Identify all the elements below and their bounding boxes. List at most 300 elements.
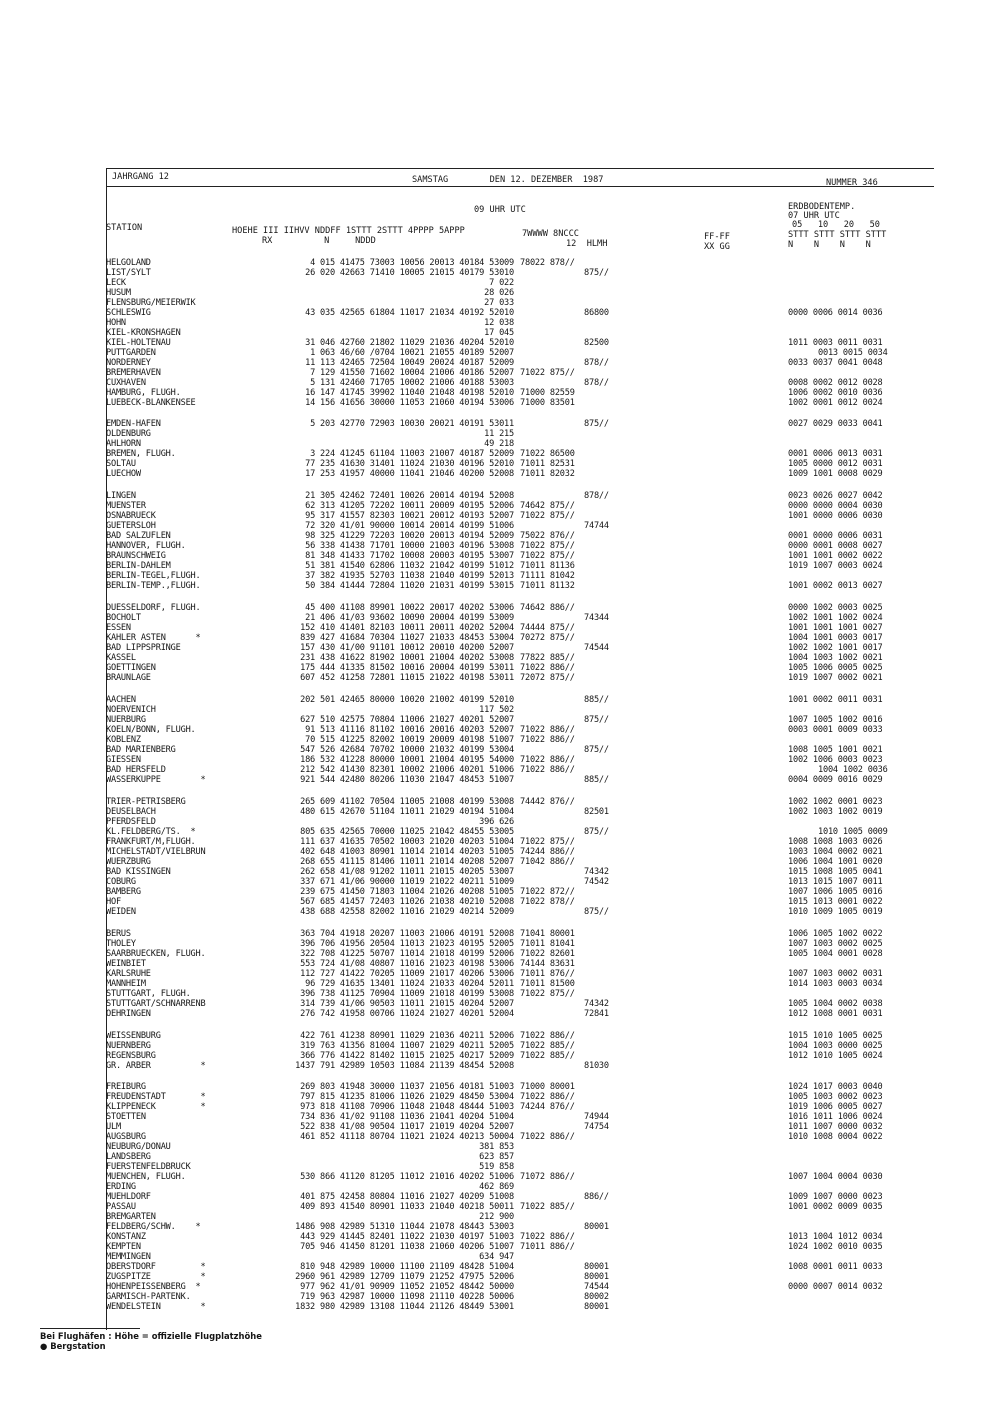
row-syn: 875// [584, 715, 609, 725]
row-syn: 74754 [584, 1122, 609, 1132]
row-station: FREUDENSTADT * [106, 1092, 206, 1102]
row-erd: 1010 1005 0009 [818, 827, 888, 837]
ffff-header-2: XX GG [704, 242, 730, 252]
row-station: AHLHORN [106, 439, 141, 449]
erd-header-1: ERDBODENTEMP. [788, 202, 856, 212]
row-main: 443 929 41445 82401 11022 21030 40197 51003 [300, 1232, 514, 1242]
row-main: 322 708 41225 50707 11014 21018 40199 52006 [300, 949, 514, 959]
row-syn: 80001 [584, 1272, 609, 1282]
row-syn: 74442 876// [520, 797, 575, 807]
row-erd: 1003 1004 0002 0021 [788, 847, 883, 857]
row-erd: 1004 1003 1002 0021 [788, 653, 883, 663]
row-erd: 1007 1003 0002 0031 [788, 969, 883, 979]
row-main: 70 515 41225 82002 10019 20009 40198 51007 [305, 735, 514, 745]
row-syn: 82500 [584, 338, 609, 348]
row-main: 2960 961 42989 12709 11079 21252 47975 52006 [295, 1272, 514, 1282]
row-main: 28 026 [484, 288, 514, 298]
row-station: MANNHEIM [106, 979, 146, 989]
row-syn: 74144 83631 [520, 959, 575, 969]
row-erd: 1005 1006 0005 0025 [788, 663, 883, 673]
row-erd: 1004 1002 0036 [818, 765, 888, 775]
row-main: 567 685 41457 72403 11026 21038 40210 52008 [300, 897, 514, 907]
row-main: 7 022 [489, 278, 514, 288]
row-erd: 1001 0000 0006 0030 [788, 511, 883, 521]
columns2-header-2: 12 HLMH [566, 239, 608, 249]
row-main: 7 129 41550 71602 10004 21006 40186 52007 [310, 368, 514, 378]
header-rule [106, 186, 934, 187]
row-station: ZUGSPITZE * [106, 1272, 206, 1282]
row-main: 5 203 42770 72903 10030 20021 40191 53011 [310, 419, 514, 429]
row-station: FLENSBURG/MEIERWIK [106, 298, 196, 308]
row-syn: 71022 886// [520, 735, 575, 745]
row-main: 262 658 41/08 91202 11011 21015 40205 53007 [300, 867, 514, 877]
erd-header-4: STTT STTT STTT STTT [788, 230, 887, 240]
row-erd: 1005 1003 0002 0023 [788, 1092, 883, 1102]
row-erd: 1001 0002 0013 0027 [788, 581, 883, 591]
row-station: BAD LIPPSPRINGE [106, 643, 181, 653]
row-main: 314 739 41/06 90503 11011 21015 40204 52007 [300, 999, 514, 1009]
row-main: 5 131 42460 71705 10002 21006 40188 53003 [310, 378, 514, 388]
row-main: 522 838 41/08 90504 11017 21019 40204 52007 [300, 1122, 514, 1132]
row-station: KARLSRUHE [106, 969, 151, 979]
row-main: 265 609 41102 70504 11005 21008 40199 53008 [300, 797, 514, 807]
row-syn: 80001 [584, 1302, 609, 1312]
row-main: 72 320 41/01 90000 10014 20014 40199 51006 [305, 521, 514, 531]
row-station: WEIDEN [106, 907, 136, 917]
row-main: 12 038 [484, 318, 514, 328]
row-main: 409 893 41540 80901 11033 21040 40218 50011 [300, 1202, 514, 1212]
row-erd: 1007 1003 0002 0025 [788, 939, 883, 949]
row-main: 973 818 41108 70906 11048 21048 48444 51003 [300, 1102, 514, 1112]
row-erd: 1004 1003 0000 0025 [788, 1041, 883, 1051]
row-erd: 1015 1013 0001 0022 [788, 897, 883, 907]
row-station: BAD HERSFELD [106, 765, 166, 775]
row-syn: 71000 82559 [520, 388, 575, 398]
uhr-utc: 09 UHR UTC [474, 205, 526, 215]
row-station: PFERDSFELD [106, 817, 156, 827]
row-main: 17 253 41957 40000 11041 21046 40200 52008 [305, 469, 514, 479]
row-main: 152 410 41401 82103 10011 20011 40202 52004 [300, 623, 514, 633]
row-syn: 78022 878// [520, 258, 575, 268]
row-main: 402 648 41003 80901 11014 21014 40203 51005 [300, 847, 514, 857]
row-main: 62 313 41205 72202 10011 20009 40195 52006 [305, 501, 514, 511]
row-main: 157 430 41/00 91101 10012 20010 40200 52007 [300, 643, 514, 653]
row-syn: 71011 886// [520, 1242, 575, 1252]
row-main: 921 544 42480 80206 11030 21047 48453 51007 [300, 775, 514, 785]
row-station: ESSEN [106, 623, 131, 633]
row-syn: 71022 878// [520, 897, 575, 907]
row-main: 45 400 41108 89901 10022 20017 40202 53006 [305, 603, 514, 613]
row-main: 239 675 41450 71803 11004 21026 40208 51005 [300, 887, 514, 897]
row-main: 27 033 [484, 298, 514, 308]
erd-header-2: 07 UHR UTC [788, 211, 840, 221]
row-station: NORDERNEY [106, 358, 151, 368]
row-main: 56 338 41438 71701 10000 21003 40196 53008 [305, 541, 514, 551]
row-main: 734 836 41/02 91108 11036 21041 40204 51004 [300, 1112, 514, 1122]
row-erd: 1006 1004 1001 0020 [788, 857, 883, 867]
row-syn: 71011 82032 [520, 469, 575, 479]
row-erd: 1009 1007 0000 0023 [788, 1192, 883, 1202]
row-main: 21 305 42462 72401 10026 20014 40194 52008 [305, 491, 514, 501]
row-erd: 1007 1005 1002 0016 [788, 715, 883, 725]
row-station: PASSAU [106, 1202, 136, 1212]
row-erd: 1010 1009 1005 0019 [788, 907, 883, 917]
row-station: BRAUNSCHWEIG [106, 551, 166, 561]
row-main: 530 866 41120 81205 11012 21016 40202 51006 [300, 1172, 514, 1182]
row-station: MICHELSTADT/VIELBRUN [106, 847, 206, 857]
row-station: EMDEN-HAFEN [106, 419, 161, 429]
row-main: 276 742 41958 00706 11024 21027 40201 52004 [300, 1009, 514, 1019]
row-station: SOLTAU [106, 459, 136, 469]
row-syn: 74342 [584, 867, 609, 877]
row-main: 11 113 42465 72504 10049 20024 40187 52009 [305, 358, 514, 368]
row-erd: 1014 1003 0003 0034 [788, 979, 883, 989]
row-erd: 0000 0006 0014 0036 [788, 308, 883, 318]
row-syn: 74744 [584, 521, 609, 531]
row-station: KASSEL [106, 653, 136, 663]
row-station: NUERBURG [106, 715, 146, 725]
row-station: BERLIN-TEGEL,FLUGH. [106, 571, 201, 581]
row-main: 839 427 41684 70304 11027 21033 48453 53004 [300, 633, 514, 643]
row-main: 547 526 42684 70702 10000 21032 40199 53004 [300, 745, 514, 755]
row-station: KIEL-HOLTENAU [106, 338, 171, 348]
row-erd: 0001 0000 0006 0031 [788, 531, 883, 541]
row-syn: 71111 81042 [520, 571, 575, 581]
top-rule [106, 168, 934, 169]
row-syn: 886// [584, 1192, 609, 1202]
row-main: 810 948 42989 10000 11100 21109 48428 51004 [300, 1262, 514, 1272]
columns2-header-1: 7WWWW 8NCCC [522, 229, 579, 239]
erd-header-3: 05 10 20 50 [792, 220, 880, 230]
row-main: 366 776 41422 81402 11015 21025 40217 52009 [300, 1051, 514, 1061]
row-syn: 71022 886// [520, 755, 575, 765]
ffff-header-1: FF-FF [704, 232, 730, 242]
row-station: HOHENPEISSENBERG * [106, 1282, 201, 1292]
row-station: NEUBURG/DONAU [106, 1142, 171, 1152]
row-station: DEUSELBACH [106, 807, 156, 817]
row-syn: 71022 886// [520, 1232, 575, 1242]
columns-header-1: HOEHE III IIHVV NDDFF 1STTT 2STTT 4PPPP 5APPP [232, 226, 465, 236]
row-erd: 1015 1008 1005 0041 [788, 867, 883, 877]
row-main: 396 626 [479, 817, 514, 827]
row-station: HOF [106, 897, 121, 907]
row-syn: 71000 83501 [520, 398, 575, 408]
row-station: LUECHOW [106, 469, 141, 479]
row-station: KOBLENZ [106, 735, 141, 745]
row-main: 96 729 41635 13401 11024 21033 40204 52011 [305, 979, 514, 989]
row-station: KEMPTEN [106, 1242, 141, 1252]
row-syn: 74444 875// [520, 623, 575, 633]
row-syn: 71022 875// [520, 551, 575, 561]
row-station: KONSTANZ [106, 1232, 146, 1242]
row-station: OBERSTDORF * [106, 1262, 206, 1272]
row-erd: 1001 0002 0009 0035 [788, 1202, 883, 1212]
row-main: 112 727 41422 70205 11009 21017 40206 53006 [300, 969, 514, 979]
row-syn: 71000 80001 [520, 1082, 575, 1092]
row-syn: 80002 [584, 1292, 609, 1302]
row-syn: 71022 875// [520, 989, 575, 999]
row-syn: 72072 875// [520, 673, 575, 683]
row-station: TRIER-PETRISBERG [106, 797, 186, 807]
row-station: STUTTGART/SCHNARRENB [106, 999, 206, 1009]
row-main: 175 444 41335 81502 10016 20004 40199 53011 [300, 663, 514, 673]
row-station: HUSUM [106, 288, 131, 298]
row-erd: 0001 0006 0013 0031 [788, 449, 883, 459]
row-syn: 74642 875// [520, 501, 575, 511]
row-station: LINGEN [106, 491, 136, 501]
row-erd: 1001 1001 0002 0022 [788, 551, 883, 561]
row-syn: 72841 [584, 1009, 609, 1019]
row-erd: 1019 1007 0003 0024 [788, 561, 883, 571]
row-syn: 74342 [584, 999, 609, 1009]
row-station: WENDELSTEIN * [106, 1302, 206, 1312]
row-erd: 0023 0026 0027 0042 [788, 491, 883, 501]
row-main: 77 235 41630 31401 11024 21030 40196 52010 [305, 459, 514, 469]
row-station: MUENCHEN, FLUGH. [106, 1172, 186, 1182]
row-station: AUGSBURG [106, 1132, 146, 1142]
row-main: 381 853 [479, 1142, 514, 1152]
row-erd: 1007 1006 1005 0016 [788, 887, 883, 897]
row-station: BAMBERG [106, 887, 141, 897]
row-station: STUTTGART, FLUGH. [106, 989, 191, 999]
row-erd: 1008 1008 1003 0026 [788, 837, 883, 847]
row-main: 231 438 41622 81902 10001 21004 40202 53008 [300, 653, 514, 663]
row-station: KL.FELDBERG/TS. * [106, 827, 196, 837]
row-station: OEHRINGEN [106, 1009, 151, 1019]
row-syn: 71011 81132 [520, 581, 575, 591]
row-station: REGENSBURG [106, 1051, 156, 1061]
erd-header-5: N N N N [788, 240, 871, 250]
row-syn: 74542 [584, 877, 609, 887]
row-main: 14 156 41656 30000 11053 21060 40194 53006 [305, 398, 514, 408]
row-main: 553 724 41/08 40807 11016 21023 40198 53006 [300, 959, 514, 969]
row-erd: 1006 1005 1002 0022 [788, 929, 883, 939]
row-station: BREMERHAVEN [106, 368, 161, 378]
row-erd: 1002 0001 0012 0024 [788, 398, 883, 408]
row-station: FREIBURG [106, 1082, 146, 1092]
row-station: DUESSELDORF, FLUGH. [106, 603, 201, 613]
row-main: 11 215 [484, 429, 514, 439]
row-syn: 77822 885// [520, 653, 575, 663]
row-station: HELGOLAND [106, 258, 151, 268]
row-main: 37 382 41935 52703 11038 21040 40199 52013 [305, 571, 514, 581]
row-main: 480 615 42670 51104 11011 21029 40194 51004 [300, 807, 514, 817]
row-syn: 71022 875// [520, 837, 575, 847]
row-main: 422 761 41238 80901 11029 21036 40211 52006 [300, 1031, 514, 1041]
row-station: WASSERKUPPE * [106, 775, 206, 785]
row-station: FRANKFURT/M,FLUGH. [106, 837, 196, 847]
row-station: PUTTGARDEN [106, 348, 156, 358]
row-station: NOERVENICH [106, 705, 156, 715]
row-syn: 875// [584, 745, 609, 755]
row-station: BAD SALZUFLEN [106, 531, 171, 541]
row-erd: 0013 0015 0034 [818, 348, 888, 358]
bottom-rule [40, 1328, 140, 1329]
row-syn: 71022 885// [520, 1051, 575, 1061]
row-syn: 885// [584, 695, 609, 705]
row-syn: 74544 [584, 643, 609, 653]
row-main: 50 384 41444 72804 11020 21031 40199 53015 [305, 581, 514, 591]
row-main: 1437 791 42989 10503 11084 21139 48454 52008 [295, 1061, 514, 1071]
row-syn: 878// [584, 378, 609, 388]
row-main: 212 900 [479, 1212, 514, 1222]
row-station: BAD KISSINGEN [106, 867, 171, 877]
row-main: 1 063 46/60 /0704 10021 21055 40189 52007 [310, 348, 514, 358]
row-erd: 1009 1001 0008 0029 [788, 469, 883, 479]
row-station: HANNOVER, FLUGH. [106, 541, 186, 551]
row-station: KAHLER ASTEN * [106, 633, 201, 643]
row-erd: 1001 0002 0011 0031 [788, 695, 883, 705]
row-erd: 1024 1017 0003 0040 [788, 1082, 883, 1092]
row-erd: 0000 1002 0003 0025 [788, 603, 883, 613]
row-syn: 74244 876// [520, 1102, 575, 1112]
row-main: 319 763 41356 81004 11007 21029 40211 52005 [300, 1041, 514, 1051]
row-station: HAMBURG, FLUGH. [106, 388, 181, 398]
row-main: 719 963 42987 10000 11098 21110 40228 50006 [300, 1292, 514, 1302]
row-station: SCHLESWIG [106, 308, 151, 318]
row-main: 98 325 41229 72203 10020 20013 40194 52009 [305, 531, 514, 541]
row-main: 396 738 41125 70904 11009 21018 40199 53008 [300, 989, 514, 999]
row-station: COBURG [106, 877, 136, 887]
row-main: 31 046 42760 21802 11029 21036 40204 52010 [305, 338, 514, 348]
row-erd: 1024 1002 0010 0035 [788, 1242, 883, 1252]
row-station: LUEBECK-BLANKENSEE [106, 398, 196, 408]
row-main: 797 815 41235 81006 11026 21029 48450 53004 [300, 1092, 514, 1102]
row-station: LECK [106, 278, 126, 288]
row-station: GOETTINGEN [106, 663, 156, 673]
row-erd: 1002 1001 1002 0024 [788, 613, 883, 623]
row-station: BREMEN, FLUGH. [106, 449, 176, 459]
row-erd: 1001 1001 1001 0027 [788, 623, 883, 633]
row-main: 117 502 [479, 705, 514, 715]
row-erd: 0003 0001 0009 0033 [788, 725, 883, 735]
row-erd: 1005 1004 0001 0028 [788, 949, 883, 959]
row-syn: 71042 886// [520, 857, 575, 867]
row-erd: 1011 1007 0000 0032 [788, 1122, 883, 1132]
row-station: BERLIN-TEMP.,FLUGH. [106, 581, 201, 591]
row-main: 51 381 41540 62806 11032 21042 40199 51012 [305, 561, 514, 571]
nummer: NUMMER 346 [826, 178, 878, 188]
row-syn: 71022 82601 [520, 949, 575, 959]
row-erd: 1019 1006 0005 0027 [788, 1102, 883, 1112]
row-syn: 875// [584, 419, 609, 429]
row-station: BRAUNLAGE [106, 673, 151, 683]
row-station: MUENSTER [106, 501, 146, 511]
footnote-airports: Bei Flughäfen : Höhe = offizielle Flugplatzhöhe [40, 1331, 262, 1341]
row-syn: 875// [584, 268, 609, 278]
row-station: ULM [106, 1122, 121, 1132]
row-syn: 71022 875// [520, 368, 575, 378]
row-main: 805 635 42565 70000 11025 21042 48455 53005 [300, 827, 514, 837]
row-main: 17 045 [484, 328, 514, 338]
jahrgang: JAHRGANG 12 [112, 172, 169, 182]
row-main: 519 858 [479, 1162, 514, 1172]
row-erd: 0000 0000 0004 0030 [788, 501, 883, 511]
station-label: STATION [106, 223, 143, 233]
row-main: 1486 908 42989 51310 11044 21078 48443 53003 [295, 1222, 514, 1232]
row-erd: 1008 0001 0011 0033 [788, 1262, 883, 1272]
row-main: 977 962 41/01 90909 11052 21052 48442 50000 [300, 1282, 514, 1292]
row-station: THOLEY [106, 939, 136, 949]
row-erd: 1005 1004 0002 0038 [788, 999, 883, 1009]
row-syn: 71011 81041 [520, 939, 575, 949]
row-syn: 71022 872// [520, 887, 575, 897]
row-syn: 74344 [584, 613, 609, 623]
row-syn: 71041 80001 [520, 929, 575, 939]
row-syn: 71011 82531 [520, 459, 575, 469]
row-syn: 80001 [584, 1262, 609, 1272]
row-erd: 0000 0001 0008 0027 [788, 541, 883, 551]
row-syn: 885// [584, 775, 609, 785]
row-main: 186 532 41228 80000 10001 21004 40195 54000 [300, 755, 514, 765]
row-station: GIESSEN [106, 755, 141, 765]
row-station: LIST/SYLT [106, 268, 151, 278]
row-station: WEISSENBURG [106, 1031, 161, 1041]
row-syn: 70272 875// [520, 633, 575, 643]
row-main: 95 317 41557 82303 10021 20012 40193 52007 [305, 511, 514, 521]
row-station: MEMMINGEN [106, 1252, 151, 1262]
row-main: 49 218 [484, 439, 514, 449]
row-station: BOCHOLT [106, 613, 141, 623]
row-syn: 74944 [584, 1112, 609, 1122]
row-main: 202 501 42465 80000 10020 21002 40199 52010 [300, 695, 514, 705]
row-erd: 1010 1008 0004 0022 [788, 1132, 883, 1142]
row-main: 623 857 [479, 1152, 514, 1162]
row-syn: 71022 875// [520, 541, 575, 551]
row-erd: 1002 1002 0001 0023 [788, 797, 883, 807]
row-erd: 1002 1002 1001 0017 [788, 643, 883, 653]
row-main: 111 637 41635 70502 10003 21020 40203 51004 [300, 837, 514, 847]
row-erd: 1011 0003 0011 0031 [788, 338, 883, 348]
row-station: KOELN/BONN, FLUGH. [106, 725, 196, 735]
row-station: BAD MARIENBERG [106, 745, 176, 755]
row-station: LANDSBERG [106, 1152, 151, 1162]
row-main: 1832 980 42989 13108 11044 21126 48449 53001 [295, 1302, 514, 1312]
row-main: 461 852 41118 80704 11021 21024 40213 50004 [300, 1132, 514, 1142]
row-syn: 71022 86500 [520, 449, 575, 459]
row-syn: 71011 81136 [520, 561, 575, 571]
row-station: KIEL-KRONSHAGEN [106, 328, 181, 338]
row-syn: 71022 886// [520, 765, 575, 775]
row-erd: 1002 1006 0003 0023 [788, 755, 883, 765]
row-syn: 71022 886// [520, 1132, 575, 1142]
row-syn: 878// [584, 358, 609, 368]
row-syn: 75022 876// [520, 531, 575, 541]
row-erd: 1012 1010 1005 0024 [788, 1051, 883, 1061]
row-syn: 875// [584, 827, 609, 837]
row-syn: 71011 876// [520, 969, 575, 979]
row-erd: 1002 1003 1002 0019 [788, 807, 883, 817]
row-main: 21 406 41/03 93602 10090 20004 40199 53009 [305, 613, 514, 623]
row-station: WEINBIET [106, 959, 146, 969]
row-syn: 71022 886// [520, 1031, 575, 1041]
row-main: 607 452 41258 72801 11015 21022 40198 53011 [300, 673, 514, 683]
row-erd: 1007 1004 0004 0030 [788, 1172, 883, 1182]
row-syn: 86800 [584, 308, 609, 318]
row-syn: 81030 [584, 1061, 609, 1071]
row-station: WUERZBURG [106, 857, 151, 867]
row-erd: 1016 1011 1006 0024 [788, 1112, 883, 1122]
row-main: 4 015 41475 73003 10056 20013 40184 53009 [310, 258, 514, 268]
row-main: 462 869 [479, 1182, 514, 1192]
row-syn: 74642 886// [520, 603, 575, 613]
row-main: 26 020 42663 71410 10005 21015 40179 53010 [305, 268, 514, 278]
row-main: 269 803 41948 30000 11037 21056 40181 51003 [300, 1082, 514, 1092]
row-main: 81 348 41433 71702 10008 20003 40195 53007 [305, 551, 514, 561]
row-erd: 1006 0002 0010 0036 [788, 388, 883, 398]
row-station: STOETTEN [106, 1112, 146, 1122]
row-station: SAARBRUECKEN, FLUGH. [106, 949, 206, 959]
